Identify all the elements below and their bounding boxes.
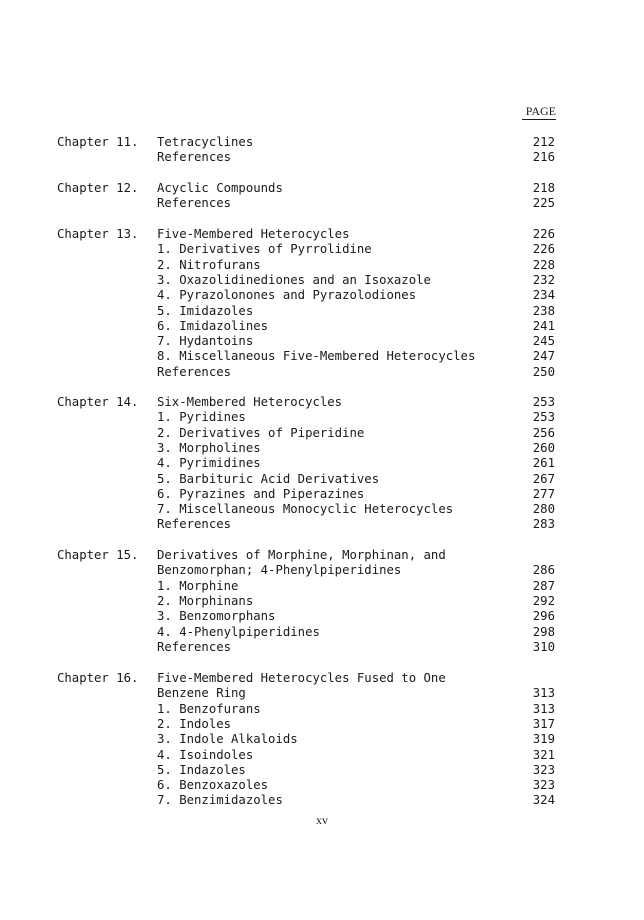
- toc-entry-title: Five-Membered Heterocycles: [157, 227, 350, 241]
- page-number: 286: [532, 563, 555, 578]
- toc-row: [0, 288, 644, 303]
- toc-entry-title: 7. Miscellaneous Monocyclic Heterocycles: [157, 502, 454, 517]
- toc-row: [0, 242, 644, 257]
- page-number: 226: [532, 242, 555, 257]
- toc-entry-title: Tetracyclines: [157, 135, 254, 149]
- toc-entry-title: 4. 4-Phenylpiperidines: [157, 624, 320, 639]
- toc-entry-title: 8. Miscellaneous Five-Membered Heterocycles: [157, 349, 476, 364]
- toc-row: [0, 258, 644, 273]
- toc-row: [0, 349, 644, 364]
- toc-entry-title: References: [157, 639, 232, 654]
- page-number: 234: [532, 288, 555, 303]
- toc-row: [0, 625, 644, 640]
- toc-row: [0, 150, 644, 165]
- toc-row: [0, 594, 644, 609]
- toc-entry-title: 1. Morphine: [157, 578, 239, 593]
- page-number: 323: [532, 778, 555, 793]
- toc-row: [0, 472, 644, 487]
- toc-entry-title: References: [157, 196, 232, 211]
- page-number: 319: [532, 732, 555, 747]
- toc-row: [0, 135, 644, 150]
- toc-row: [0, 548, 644, 563]
- toc-entry-title: 7. Hydantoins: [157, 334, 254, 349]
- page-number: 280: [532, 502, 555, 517]
- toc-entry-title: 4. Isoindoles: [157, 747, 254, 762]
- toc-row: [0, 273, 644, 288]
- page-number: 260: [532, 440, 555, 455]
- page-number: 321: [532, 747, 555, 762]
- page-number: 228: [532, 257, 555, 272]
- page-number: 298: [532, 624, 555, 639]
- toc-row: [0, 609, 644, 624]
- toc-row: [0, 196, 644, 211]
- toc-row: [0, 686, 644, 701]
- chapter-number: Chapter 14.: [57, 395, 139, 409]
- page-number: 283: [532, 517, 555, 532]
- toc-row: [0, 304, 644, 319]
- chapter-number: Chapter 16.: [57, 671, 139, 685]
- toc-row: [0, 227, 644, 242]
- toc-entry-title: 4. Pyrimidines: [157, 456, 261, 471]
- toc-row: [0, 426, 644, 441]
- toc-entry-title: Five-Membered Heterocycles Fused to One: [157, 671, 446, 685]
- toc-entry-title: 1. Benzofurans: [157, 701, 261, 716]
- toc-entry-title: 1. Pyridines: [157, 410, 246, 425]
- page-number: 238: [532, 303, 555, 318]
- page-column-heading: PAGE: [522, 104, 556, 120]
- toc-entry-title: References: [157, 150, 232, 165]
- toc-row: [0, 671, 644, 686]
- toc-row: [0, 395, 644, 410]
- toc-row: [0, 502, 644, 517]
- toc-row: [0, 640, 644, 655]
- page-number: 256: [532, 425, 555, 440]
- page-number: 292: [532, 593, 555, 608]
- toc-entry-title: Six-Membered Heterocycles: [157, 395, 343, 409]
- toc-entry-title: 5. Imidazoles: [157, 303, 254, 318]
- toc-entry-title: 3. Indole Alkaloids: [157, 732, 298, 747]
- toc-row: [0, 441, 644, 456]
- toc-row: [0, 732, 644, 747]
- toc-row: [0, 563, 644, 578]
- page-number: 277: [532, 486, 555, 501]
- toc-row: [0, 334, 644, 349]
- page-number: 245: [532, 334, 555, 349]
- toc-entry-title: 3. Oxazolidinediones and an Isoxazole: [157, 272, 431, 287]
- toc-entry-title: 2. Nitrofurans: [157, 257, 261, 272]
- page-number: 225: [532, 196, 555, 211]
- page-number: 261: [532, 456, 555, 471]
- toc-entry-title: 2. Derivatives of Piperidine: [157, 425, 365, 440]
- toc-row: [0, 702, 644, 717]
- page-number: 313: [532, 701, 555, 716]
- toc-entry-title: Acyclic Compounds: [157, 181, 283, 195]
- toc-entry-title: 2. Indoles: [157, 716, 232, 731]
- page-number: 218: [532, 181, 555, 195]
- chapter-number: Chapter 13.: [57, 227, 139, 241]
- page-number: 247: [532, 349, 555, 364]
- toc-entry-title: 1. Derivatives of Pyrrolidine: [157, 242, 372, 257]
- toc-row: [0, 456, 644, 471]
- page-number: 313: [532, 686, 555, 701]
- page-number: 232: [532, 272, 555, 287]
- toc-row: [0, 365, 644, 380]
- page-number: 241: [532, 318, 555, 333]
- toc-entry-title: 5. Barbituric Acid Derivatives: [157, 471, 380, 486]
- toc-row: [0, 487, 644, 502]
- chapter-number: Chapter 15.: [57, 548, 139, 562]
- page-number: 267: [532, 471, 555, 486]
- toc-entry-title: Benzene Ring: [157, 686, 246, 701]
- toc-row: [0, 748, 644, 763]
- page-number: 250: [532, 364, 555, 379]
- toc-row: [0, 778, 644, 793]
- toc-entry-title: 5. Indazoles: [157, 762, 246, 777]
- page-number: 212: [532, 135, 555, 149]
- toc-entry-title: Benzomorphan; 4-Phenylpiperidines: [157, 563, 402, 578]
- page-number: 253: [532, 395, 555, 409]
- chapter-number: Chapter 12.: [57, 181, 139, 195]
- toc-entry-title: 6. Imidazolines: [157, 318, 269, 333]
- toc-entry-title: 3. Benzomorphans: [157, 609, 276, 624]
- page-number: 317: [532, 716, 555, 731]
- toc-row: [0, 717, 644, 732]
- page-folio: xv: [316, 813, 328, 827]
- toc-entry-title: 6. Benzoxazoles: [157, 778, 269, 793]
- toc-entry-title: 2. Morphinans: [157, 593, 254, 608]
- toc-row: [0, 319, 644, 334]
- toc-entry-title: References: [157, 364, 232, 379]
- toc-row: [0, 181, 644, 196]
- toc-entry-title: 3. Morpholines: [157, 440, 261, 455]
- page-number: 226: [532, 227, 555, 241]
- toc-entry-title: References: [157, 517, 232, 532]
- toc-row: [0, 763, 644, 778]
- toc-entry-title: 4. Pyrazolonones and Pyrazolodiones: [157, 288, 417, 303]
- page-number: 253: [532, 410, 555, 425]
- chapter-number: Chapter 11.: [57, 135, 139, 149]
- toc-row: [0, 517, 644, 532]
- page-number: 324: [532, 793, 555, 808]
- page-number: 216: [532, 150, 555, 165]
- toc-entry-title: 6. Pyrazines and Piperazines: [157, 486, 365, 501]
- page-number: 310: [532, 639, 555, 654]
- page-number: 287: [532, 578, 555, 593]
- toc-row: [0, 410, 644, 425]
- toc-row: [0, 579, 644, 594]
- page-number: 323: [532, 762, 555, 777]
- page-number: 296: [532, 609, 555, 624]
- toc-entry-title: 7. Benzimidazoles: [157, 793, 283, 808]
- toc-row: [0, 793, 644, 808]
- toc-entry-title: Derivatives of Morphine, Morphinan, and: [157, 548, 446, 562]
